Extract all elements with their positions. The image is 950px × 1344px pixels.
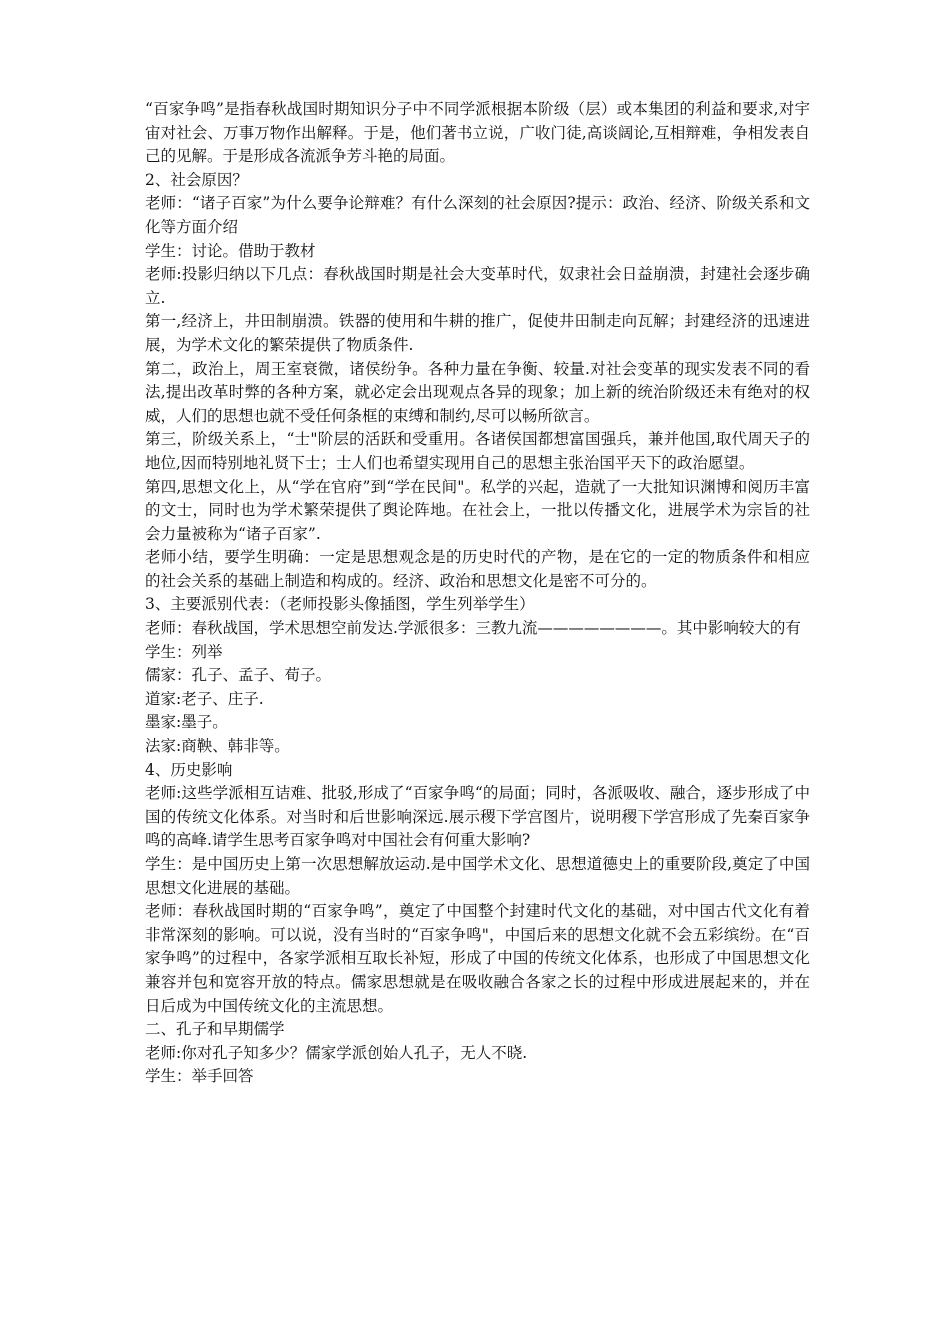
paragraph-first-economy: 第一,经济上，井田制崩溃。铁器的使用和牛耕的推广，促使井田制走向瓦解；封建经济的迅速进展，为学术文化的繁荣提供了物质条件. xyxy=(145,312,810,354)
paragraph-teacher-impact-summary: 老师：春秋战国时期的“百家争鸣”，奠定了中国整个封建时代文化的基础，对中国古代文化有着非常深刻的影响。可以说，没有当时的“百家争鸣"，中国后来的思想文化就不会五彩缤纷。在“百家争鸣”的过程中，各家学派相互取长补短，形成了中国的传统文化体系，也形成了中国思想文化兼容并包和宽容开放的特点。儒家思想就是在吸收融合各家之长的过程中形成进展起来的，并在日后成为中国传统文化的主流思想。 xyxy=(145,902,810,1015)
paragraph-teacher-question: 老师：“诸子百家”为什么要争论辩难？有什么深刻的社会原因?提示：政治、经济、阶级关系和文化等方面介绍 xyxy=(145,194,810,236)
heading-main-schools: 3、主要派别代表：（老师投影头像插图，学生列举学生） xyxy=(145,595,535,614)
paragraph-legalism: 法家:商鞅、韩非等。 xyxy=(145,737,290,756)
paragraph-student-list: 学生：列举 xyxy=(145,642,223,661)
paragraph-third-class: 第三，阶级关系上，“士"阶层的活跃和受重用。各诸侯国都想富国强兵，兼并他国,取代周天子的地位,因而特别地礼贤下士；士人们也希望实现用自己的思想主张治国平天下的政治愿望。 xyxy=(145,430,810,472)
paragraph-teacher-confucius: 老师:你对孔子知多少？儒家学派创始人孔子，无人不晓. xyxy=(145,1043,528,1062)
paragraph-second-politics: 第二，政治上，周王室衰微，诸侯纷争。各种力量在争衡、较量.对社会变革的现实发表不同的看法,提出改革时弊的各种方案，就必定会出现观点各异的现象；加上新的统治阶级还未有绝对的权威，人们的思想也就不受任何条框的束缚和制约,尽可以畅所欲言。 xyxy=(145,359,810,425)
heading-confucius: 二、孔子和早期儒学 xyxy=(145,1020,285,1039)
paragraph-student-answer: 学生：举手回答 xyxy=(145,1067,254,1086)
paragraph-teacher-conclusion: 老师小结，要学生明确：一定是思想观念是的历史时代的产物，是在它的一定的物质条件和相应的社会关系的基础上制造和构成的。经济、政治和思想文化是密不可分的。 xyxy=(145,548,810,590)
heading-historical-impact: 4、历史影响 xyxy=(145,760,233,779)
paragraph-intro: “百家争鸣”是指春秋战国时期知识分子中不同学派根据本阶级（层）或本集团的利益和要求,对宇宙对社会、万事万物作出解释。于是，他们著书立说，广收门徒,高谈阔论,互相辩难，争相发表自己的见解。于是形成各流派争芳斗艳的局面。 xyxy=(145,100,810,166)
paragraph-confucianism: 儒家：孔子、孟子、荀子。 xyxy=(145,666,332,685)
paragraph-taoism: 道家:老子、庄子. xyxy=(145,689,264,708)
document-body xyxy=(145,98,810,1089)
heading-social-causes: 2、社会原因？ xyxy=(145,170,248,189)
paragraph-student-discuss: 学生：讨论。借助于教材 xyxy=(145,241,316,260)
paragraph-student-impact: 学生：是中国历史上第一次思想解放运动.是中国学术文化、思想道德史上的重要阶段,奠定了中国思想文化进展的基础。 xyxy=(145,855,810,897)
paragraph-teacher-impact: 老师:这些学派相互诘难、批驳,形成了“百家争鸣“的局面；同时，各派吸收、融合，逐步形成了中国的传统文化体系。对当时和后世影响深远.展示稷下学宫图片，说明稷下学宫形成了先秦百家争鸣的高峰.请学生思考百家争鸣对中国社会有何重大影响? xyxy=(145,784,810,850)
paragraph-mohism: 墨家:墨子。 xyxy=(145,713,228,732)
paragraph-fourth-culture: 第四,思想文化上，从“学在官府”到“学在民间"。私学的兴起，造就了一大批知识渊博和阅历丰富的文士，同时也为学术繁荣提供了舆论阵地。在社会上，一批以传播文化，进展学术为宗旨的社会力量被称为“诸子百家”. xyxy=(145,477,810,543)
paragraph-teacher-summary: 老师:投影归纳以下几点：春秋战国时期是社会大变革时代，奴隶社会日益崩溃，封建社会逐步确立. xyxy=(145,265,810,307)
paragraph-teacher-schools: 老师：春秋战国，学术思想空前发达.学派很多：三教九流————————。其中影响较大的有 xyxy=(145,619,801,638)
